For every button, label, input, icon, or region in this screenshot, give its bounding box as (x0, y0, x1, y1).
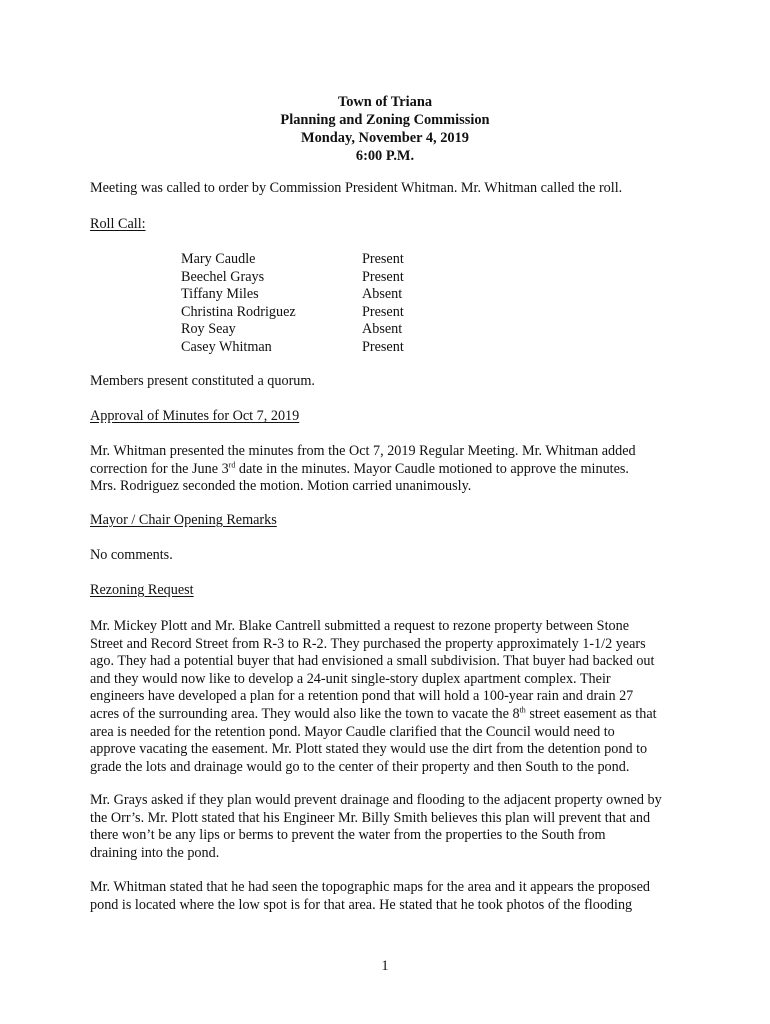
rezoning-paragraph-3: Mr. Whitman stated that he had seen the topographic maps for the area and it appears the proposed pond is located where the low spot is for that area. He stated that he took photos of the flooding (90, 879, 650, 913)
member-name: Christina Rodriguez (181, 303, 296, 320)
list-item (181, 251, 481, 269)
list-item (181, 269, 481, 287)
rezoning-paragraph-2: Mr. Grays asked if they plan would prevent drainage and flooding to the adjacent property owned by the Orr’s. Mr. Plott stated that his Engineer Mr. Billy Smith believes this plan will prevent that and there won’t be any lips or berms to prevent the water from the properties to the South from draining into the pond. (90, 792, 662, 861)
list-item (181, 304, 481, 322)
page-number: 1 (381, 958, 389, 974)
minutes-heading: Approval of Minutes for Oct 7, 2019 (90, 408, 300, 424)
list-item (181, 321, 481, 339)
member-name: Roy Seay (181, 321, 236, 337)
member-status: Present (362, 338, 404, 355)
member-status: Absent (362, 321, 403, 337)
roll-call-list (181, 251, 481, 356)
roll-call-heading: Roll Call: (90, 216, 146, 232)
quorum-statement: Members present constituted a quorum. (90, 373, 315, 389)
remarks-text: No comments. (90, 547, 173, 563)
member-status: Present (362, 303, 404, 320)
rezoning-paragraph-1: Mr. Mickey Plott and Mr. Blake Cantrell submitted a request to rezone property between Stone Street and Record Street from R-3 to R-2. They purchased the property approximately 1-1/2 years ago. They had a potential buyer that had envisioned a small subdivision. That buyer had backed out and they would now like to develop a 24-unit single-story duplex apartment complex. Their engineers have developed a plan for a retention pond that will hold a 100-year rain and drain 27 acres of the surrounding area. They would also like the town to vacate the 8th street easement as that area is needed for the retention pond. Mayor Caudle clarified that the Council would need to approve vacating the easement. Mr. Plott stated they would use the dirt from the detention pond to grade the lots and drainage would go to the center of their property and then South to the pond. (90, 618, 657, 775)
member-name: Beechel Grays (181, 268, 265, 285)
meeting-time: 6:00 P.M. (355, 148, 415, 164)
member-name: Tiffany Miles (181, 286, 259, 302)
commission-name: Planning and Zoning Commission (280, 112, 490, 128)
member-status: Present (362, 251, 404, 267)
document-header (0, 93, 770, 165)
member-status: Present (362, 268, 404, 285)
minutes-paragraph: Mr. Whitman presented the minutes from the Oct 7, 2019 Regular Meeting. Mr. Whitman added correction for the June 3rd date in the minutes. Mayor Caudle motioned to approve the minutes. Mrs. Rodriguez seconded the motion. Motion carried unanimously. (90, 443, 636, 495)
member-status: Absent (362, 286, 403, 302)
member-name: Mary Caudle (181, 251, 256, 267)
meeting-date: Monday, November 4, 2019 (300, 130, 470, 146)
list-item (181, 286, 481, 304)
list-item (181, 339, 481, 357)
town-name: Town of Triana (337, 94, 433, 110)
intro-paragraph: Meeting was called to order by Commission President Whitman. Mr. Whitman called the roll. (90, 180, 623, 196)
rezoning-heading: Rezoning Request (90, 582, 194, 598)
member-name: Casey Whitman (181, 338, 272, 355)
remarks-heading: Mayor / Chair Opening Remarks (90, 512, 277, 528)
